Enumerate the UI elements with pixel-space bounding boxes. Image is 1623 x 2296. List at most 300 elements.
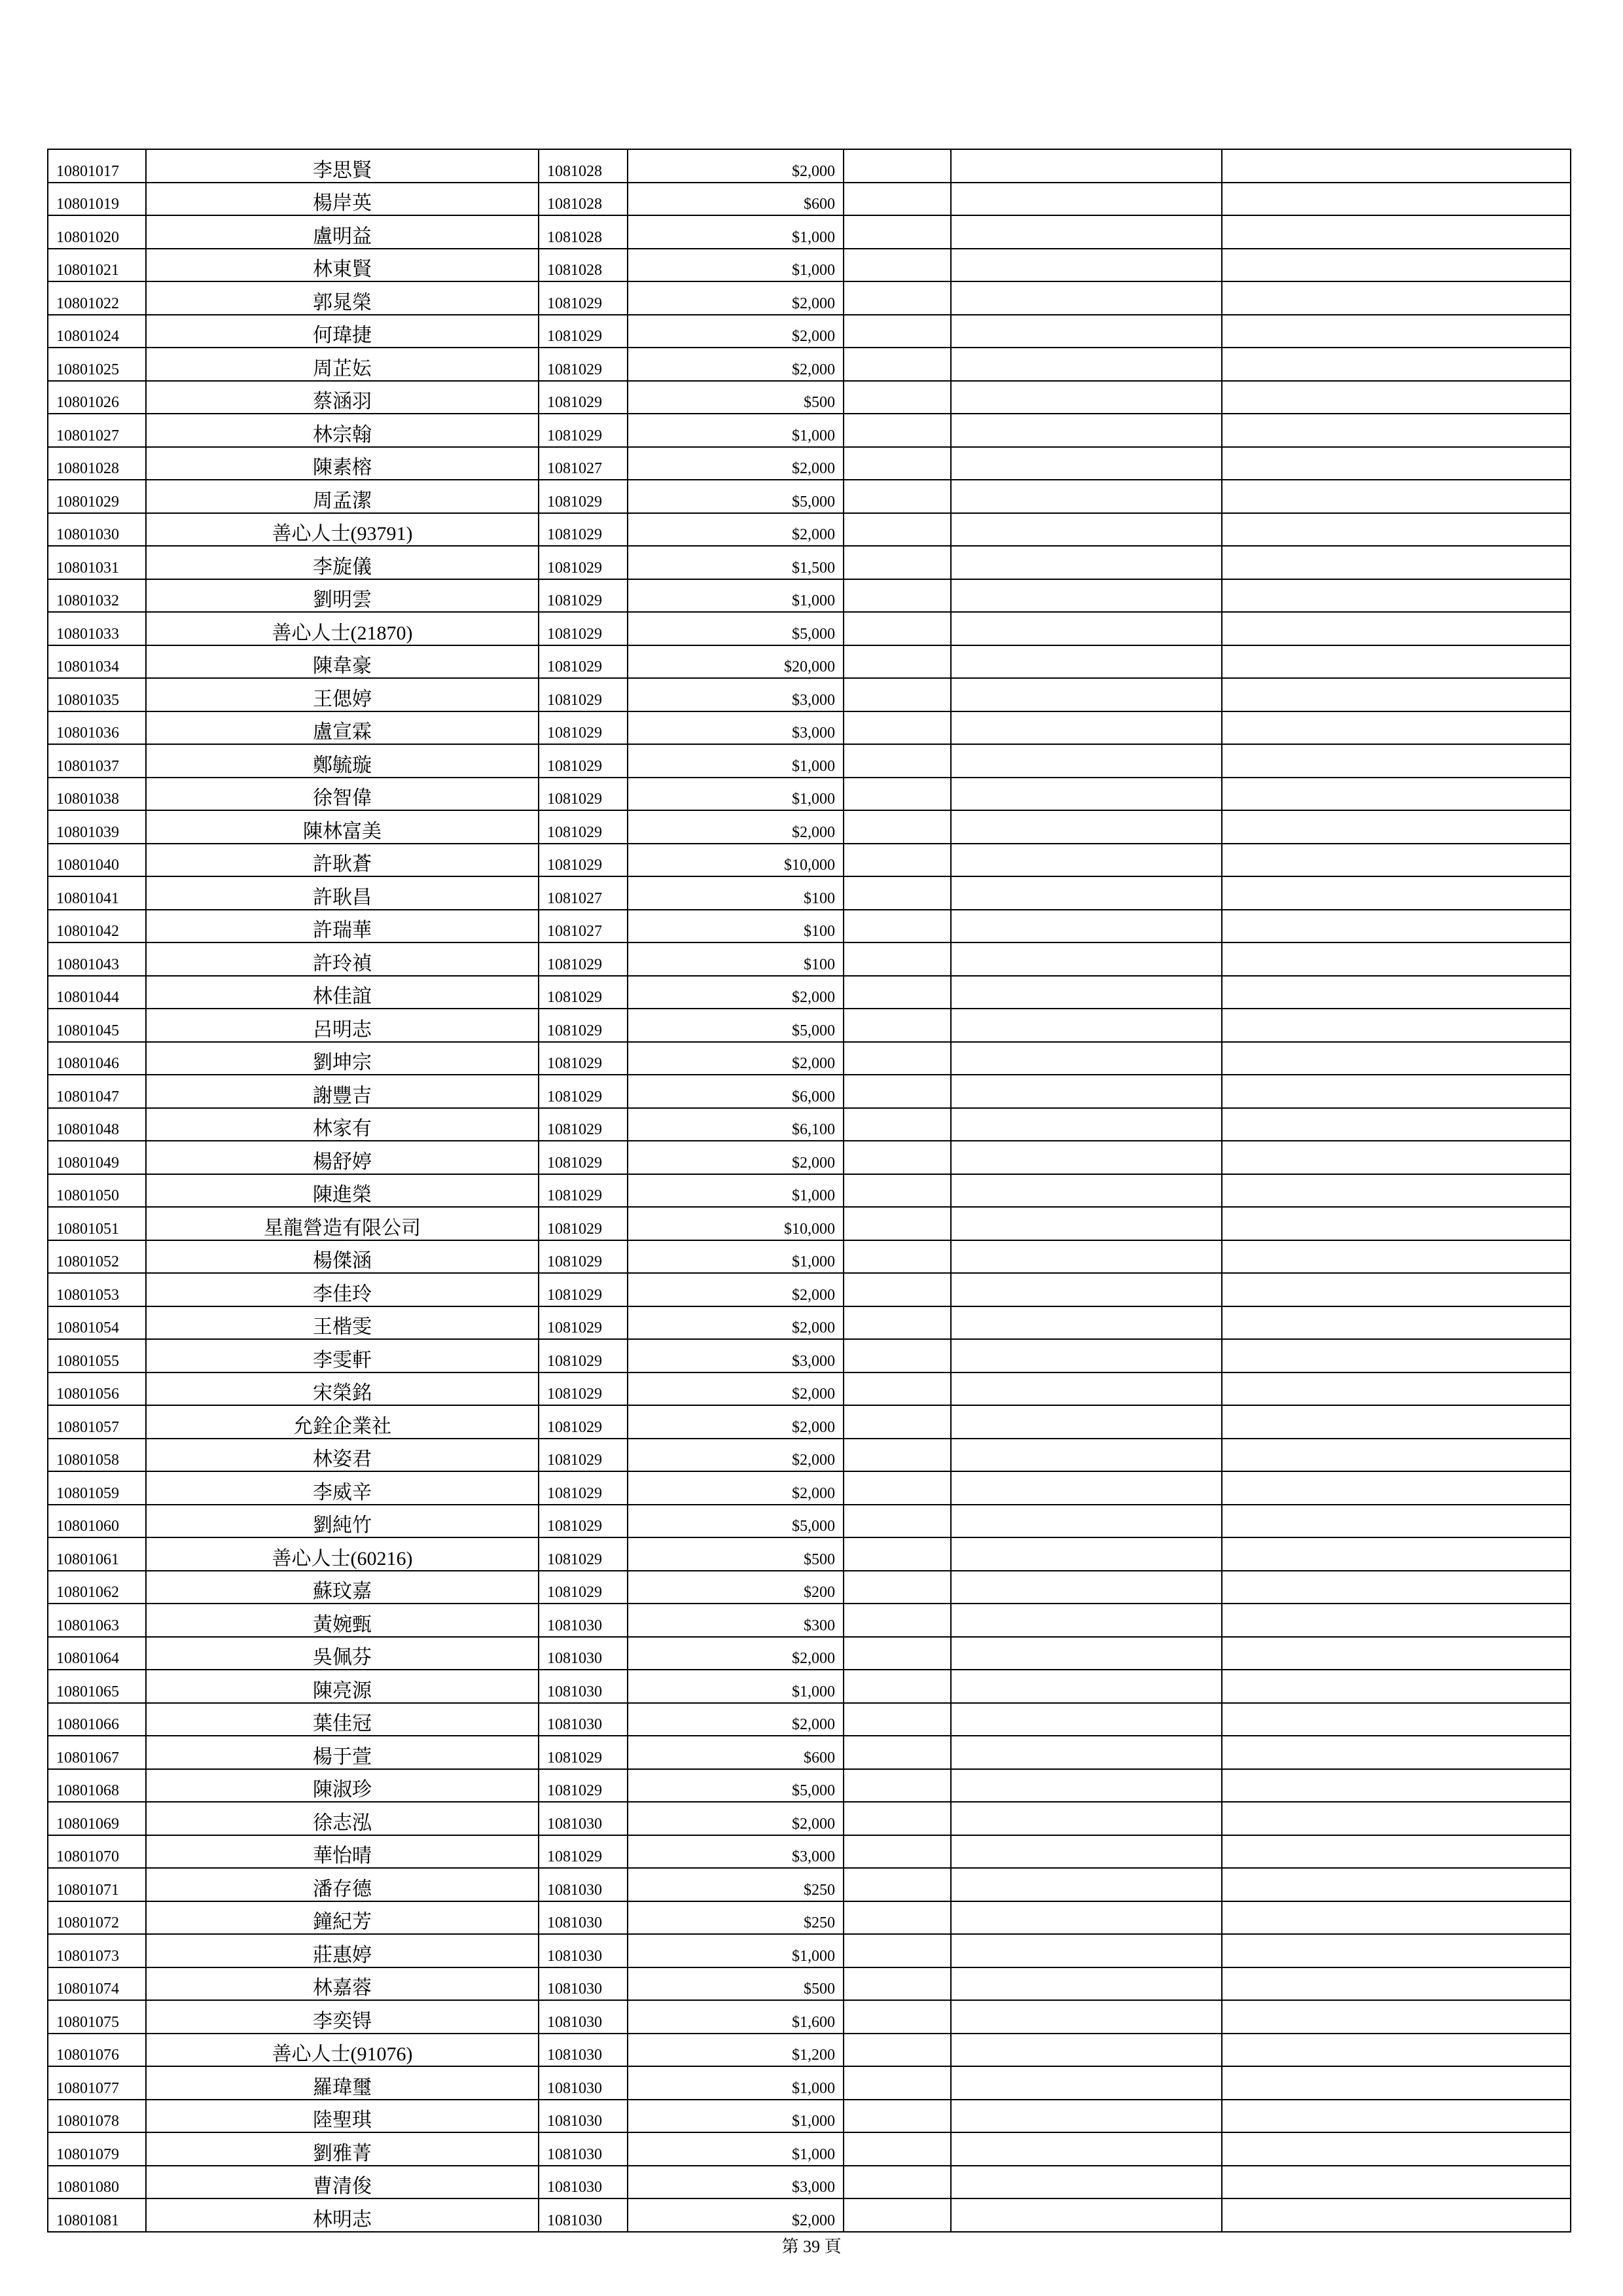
empty-cell (1222, 1372, 1571, 1406)
empty-cell (844, 1339, 951, 1372)
amount-cell: $1,000 (628, 249, 844, 282)
empty-cell (1222, 711, 1571, 745)
empty-cell (1222, 281, 1571, 315)
receipt-number-cell: 10801048 (48, 1108, 146, 1141)
receipt-number-cell: 10801081 (48, 2198, 146, 2232)
table-row (48, 1571, 1571, 1604)
receipt-number-cell: 10801051 (48, 1207, 146, 1240)
empty-cell (951, 1207, 1222, 1240)
date-cell: 1081030 (539, 1868, 628, 1901)
table-row (48, 1537, 1571, 1571)
donor-name-cell: 劉純竹 (146, 1505, 539, 1538)
empty-cell (1222, 2066, 1571, 2100)
empty-cell (951, 1901, 1222, 1935)
receipt-number-cell: 10801046 (48, 1042, 146, 1075)
receipt-number-cell: 10801020 (48, 215, 146, 249)
table-row (48, 480, 1571, 513)
date-cell: 1081030 (539, 1703, 628, 1736)
empty-cell (844, 678, 951, 711)
amount-cell: $5,000 (628, 1009, 844, 1042)
amount-cell: $10,000 (628, 1207, 844, 1240)
empty-cell (951, 149, 1222, 183)
amount-cell: $100 (628, 910, 844, 943)
amount-cell: $3,000 (628, 2166, 844, 2199)
date-cell: 1081029 (539, 645, 628, 679)
date-cell: 1081027 (539, 876, 628, 910)
table-row (48, 1670, 1571, 1703)
donor-name-cell: 劉雅菁 (146, 2132, 539, 2166)
receipt-number-cell: 10801044 (48, 976, 146, 1009)
empty-cell (844, 1405, 951, 1439)
receipt-number-cell: 10801052 (48, 1240, 146, 1274)
date-cell: 1081029 (539, 976, 628, 1009)
donor-name-cell: 呂明志 (146, 1009, 539, 1042)
receipt-number-cell: 10801019 (48, 183, 146, 216)
date-cell: 1081030 (539, 1637, 628, 1670)
donor-name-cell: 善心人士(21870) (146, 612, 539, 645)
table-row (48, 1273, 1571, 1306)
amount-cell: $3,000 (628, 678, 844, 711)
empty-cell (1222, 976, 1571, 1009)
empty-cell (844, 215, 951, 249)
empty-cell (844, 976, 951, 1009)
amount-cell: $1,000 (628, 1174, 844, 1208)
receipt-number-cell: 10801068 (48, 1769, 146, 1803)
date-cell: 1081029 (539, 1009, 628, 1042)
receipt-number-cell: 10801079 (48, 2132, 146, 2166)
empty-cell (1222, 2034, 1571, 2067)
donor-name-cell: 李雯軒 (146, 1339, 539, 1372)
donor-name-cell: 林佳誼 (146, 976, 539, 1009)
table-row (48, 612, 1571, 645)
empty-cell (1222, 612, 1571, 645)
empty-cell (951, 910, 1222, 943)
donor-name-cell: 劉坤宗 (146, 1042, 539, 1075)
amount-cell: $1,000 (628, 744, 844, 778)
empty-cell (1222, 1505, 1571, 1538)
amount-cell: $1,000 (628, 414, 844, 447)
table-row (48, 778, 1571, 811)
receipt-number-cell: 10801060 (48, 1505, 146, 1538)
donor-name-cell: 楊岸英 (146, 183, 539, 216)
empty-cell (1222, 1339, 1571, 1372)
donor-name-cell: 徐志泓 (146, 1802, 539, 1835)
empty-cell (951, 546, 1222, 579)
donor-name-cell: 林嘉蓉 (146, 1967, 539, 2001)
empty-cell (1222, 1571, 1571, 1604)
empty-cell (951, 2100, 1222, 2133)
donor-name-cell: 允銓企業社 (146, 1405, 539, 1439)
amount-cell: $1,000 (628, 2066, 844, 2100)
table-row (48, 2000, 1571, 2034)
amount-cell: $1,000 (628, 778, 844, 811)
receipt-number-cell: 10801042 (48, 910, 146, 943)
date-cell: 1081029 (539, 513, 628, 547)
empty-cell (844, 910, 951, 943)
table-row (48, 348, 1571, 381)
table-row (48, 1901, 1571, 1935)
empty-cell (951, 2166, 1222, 2199)
table-row (48, 149, 1571, 183)
empty-cell (951, 1174, 1222, 1208)
empty-cell (1222, 1967, 1571, 2001)
date-cell: 1081029 (539, 1537, 628, 1571)
receipt-number-cell: 10801043 (48, 942, 146, 976)
empty-cell (844, 2100, 951, 2133)
empty-cell (844, 1372, 951, 1406)
amount-cell: $2,000 (628, 513, 844, 547)
donor-name-cell: 潘存德 (146, 1868, 539, 1901)
empty-cell (844, 1174, 951, 1208)
amount-cell: $200 (628, 1571, 844, 1604)
empty-cell (1222, 1405, 1571, 1439)
amount-cell: $3,000 (628, 1835, 844, 1869)
table-row (48, 315, 1571, 348)
empty-cell (951, 1670, 1222, 1703)
date-cell: 1081029 (539, 1736, 628, 1769)
empty-cell (1222, 579, 1571, 613)
table-row (48, 976, 1571, 1009)
date-cell: 1081028 (539, 183, 628, 216)
date-cell: 1081029 (539, 1769, 628, 1803)
amount-cell: $250 (628, 1901, 844, 1935)
empty-cell (1222, 1009, 1571, 1042)
amount-cell: $2,000 (628, 1141, 844, 1174)
date-cell: 1081029 (539, 281, 628, 315)
receipt-number-cell: 10801050 (48, 1174, 146, 1208)
donor-name-cell: 李思賢 (146, 149, 539, 183)
date-cell: 1081030 (539, 1802, 628, 1835)
empty-cell (1222, 546, 1571, 579)
donor-name-cell: 陳林富美 (146, 810, 539, 844)
empty-cell (1222, 1108, 1571, 1141)
amount-cell: $2,000 (628, 2198, 844, 2232)
receipt-number-cell: 10801036 (48, 711, 146, 745)
empty-cell (844, 744, 951, 778)
date-cell: 1081029 (539, 711, 628, 745)
donation-table (47, 149, 1571, 2233)
table-row (48, 579, 1571, 613)
receipt-number-cell: 10801070 (48, 1835, 146, 1869)
empty-cell (844, 513, 951, 547)
date-cell: 1081030 (539, 2100, 628, 2133)
date-cell: 1081030 (539, 1967, 628, 2001)
date-cell: 1081028 (539, 215, 628, 249)
receipt-number-cell: 10801077 (48, 2066, 146, 2100)
empty-cell (844, 1604, 951, 1637)
amount-cell: $2,000 (628, 1306, 844, 1340)
amount-cell: $5,000 (628, 1769, 844, 1803)
amount-cell: $10,000 (628, 844, 844, 877)
date-cell: 1081030 (539, 1901, 628, 1935)
empty-cell (951, 249, 1222, 282)
empty-cell (844, 1141, 951, 1174)
empty-cell (1222, 778, 1571, 811)
receipt-number-cell: 10801047 (48, 1075, 146, 1108)
amount-cell: $250 (628, 1868, 844, 1901)
empty-cell (951, 447, 1222, 480)
donor-name-cell: 陳亮源 (146, 1670, 539, 1703)
donor-name-cell: 李旋儀 (146, 546, 539, 579)
receipt-number-cell: 10801053 (48, 1273, 146, 1306)
empty-cell (844, 1240, 951, 1274)
amount-cell: $3,000 (628, 711, 844, 745)
amount-cell: $6,000 (628, 1075, 844, 1108)
empty-cell (1222, 149, 1571, 183)
amount-cell: $2,000 (628, 1471, 844, 1505)
donor-name-cell: 徐智偉 (146, 778, 539, 811)
donor-name-cell: 林姿君 (146, 1439, 539, 1472)
empty-cell (951, 1009, 1222, 1042)
empty-cell (951, 1339, 1222, 1372)
empty-cell (1222, 2166, 1571, 2199)
empty-cell (844, 1439, 951, 1472)
amount-cell: $500 (628, 1537, 844, 1571)
amount-cell: $300 (628, 1604, 844, 1637)
empty-cell (844, 1769, 951, 1803)
date-cell: 1081029 (539, 810, 628, 844)
receipt-number-cell: 10801039 (48, 810, 146, 844)
empty-cell (951, 1108, 1222, 1141)
date-cell: 1081030 (539, 1604, 628, 1637)
empty-cell (844, 1571, 951, 1604)
empty-cell (1222, 1537, 1571, 1571)
donor-name-cell: 陳進榮 (146, 1174, 539, 1208)
empty-cell (1222, 249, 1571, 282)
date-cell: 1081029 (539, 942, 628, 976)
table-body (48, 149, 1571, 2232)
table-row (48, 910, 1571, 943)
date-cell: 1081029 (539, 678, 628, 711)
donor-name-cell: 許瑞華 (146, 910, 539, 943)
receipt-number-cell: 10801062 (48, 1571, 146, 1604)
empty-cell (844, 447, 951, 480)
date-cell: 1081029 (539, 1405, 628, 1439)
empty-cell (1222, 1471, 1571, 1505)
receipt-number-cell: 10801078 (48, 2100, 146, 2133)
donor-name-cell: 郭晁榮 (146, 281, 539, 315)
amount-cell: $2,000 (628, 315, 844, 348)
date-cell: 1081029 (539, 1439, 628, 1472)
date-cell: 1081029 (539, 1372, 628, 1406)
receipt-number-cell: 10801058 (48, 1439, 146, 1472)
empty-cell (844, 1670, 951, 1703)
amount-cell: $1,000 (628, 215, 844, 249)
donor-name-cell: 宋榮銘 (146, 1372, 539, 1406)
amount-cell: $1,000 (628, 579, 844, 613)
empty-cell (951, 2132, 1222, 2166)
empty-cell (951, 513, 1222, 547)
receipt-number-cell: 10801038 (48, 778, 146, 811)
table-row (48, 1240, 1571, 1274)
empty-cell (951, 1835, 1222, 1869)
date-cell: 1081029 (539, 744, 628, 778)
empty-cell (951, 579, 1222, 613)
donor-name-cell: 善心人士(60216) (146, 1537, 539, 1571)
receipt-number-cell: 10801066 (48, 1703, 146, 1736)
empty-cell (951, 1439, 1222, 1472)
empty-cell (1222, 1901, 1571, 1935)
empty-cell (951, 1736, 1222, 1769)
empty-cell (1222, 1868, 1571, 1901)
receipt-number-cell: 10801040 (48, 844, 146, 877)
empty-cell (1222, 315, 1571, 348)
empty-cell (844, 414, 951, 447)
empty-cell (951, 1372, 1222, 1406)
amount-cell: $2,000 (628, 281, 844, 315)
receipt-number-cell: 10801080 (48, 2166, 146, 2199)
receipt-number-cell: 10801033 (48, 612, 146, 645)
donor-name-cell: 王偲婷 (146, 678, 539, 711)
table-row (48, 1372, 1571, 1406)
empty-cell (844, 348, 951, 381)
receipt-number-cell: 10801034 (48, 645, 146, 679)
empty-cell (844, 1108, 951, 1141)
empty-cell (844, 1009, 951, 1042)
donor-name-cell: 葉佳冠 (146, 1703, 539, 1736)
empty-cell (844, 2132, 951, 2166)
donor-name-cell: 何瑋捷 (146, 315, 539, 348)
empty-cell (1222, 1240, 1571, 1274)
date-cell: 1081030 (539, 1934, 628, 1967)
empty-cell (844, 1471, 951, 1505)
receipt-number-cell: 10801017 (48, 149, 146, 183)
donor-name-cell: 善心人士(91076) (146, 2034, 539, 2067)
page-number: 第 39 頁 (781, 2237, 842, 2256)
empty-cell (844, 149, 951, 183)
date-cell: 1081029 (539, 1174, 628, 1208)
empty-cell (951, 744, 1222, 778)
empty-cell (1222, 1670, 1571, 1703)
receipt-number-cell: 10801065 (48, 1670, 146, 1703)
amount-cell: $2,000 (628, 1637, 844, 1670)
empty-cell (1222, 910, 1571, 943)
empty-cell (951, 1141, 1222, 1174)
receipt-number-cell: 10801064 (48, 1637, 146, 1670)
table-row (48, 810, 1571, 844)
empty-cell (844, 1207, 951, 1240)
donor-name-cell: 王楷雯 (146, 1306, 539, 1340)
table-row (48, 1439, 1571, 1472)
receipt-number-cell: 10801037 (48, 744, 146, 778)
empty-cell (1222, 447, 1571, 480)
receipt-number-cell: 10801041 (48, 876, 146, 910)
donor-name-cell: 林明志 (146, 2198, 539, 2232)
date-cell: 1081027 (539, 910, 628, 943)
table-row (48, 645, 1571, 679)
donor-name-cell: 劉明雲 (146, 579, 539, 613)
amount-cell: $2,000 (628, 1802, 844, 1835)
amount-cell: $2,000 (628, 1405, 844, 1439)
amount-cell: $100 (628, 876, 844, 910)
table-row (48, 2066, 1571, 2100)
empty-cell (1222, 1273, 1571, 1306)
date-cell: 1081030 (539, 2066, 628, 2100)
empty-cell (951, 844, 1222, 877)
empty-cell (844, 381, 951, 414)
donor-name-cell: 陸聖琪 (146, 2100, 539, 2133)
table-row (48, 2198, 1571, 2232)
empty-cell (951, 1967, 1222, 2001)
amount-cell: $2,000 (628, 149, 844, 183)
empty-cell (844, 249, 951, 282)
empty-cell (844, 2166, 951, 2199)
donor-name-cell: 吳佩芬 (146, 1637, 539, 1670)
amount-cell: $2,000 (628, 348, 844, 381)
date-cell: 1081029 (539, 844, 628, 877)
table-row (48, 281, 1571, 315)
table-row (48, 678, 1571, 711)
empty-cell (1222, 844, 1571, 877)
empty-cell (951, 711, 1222, 745)
empty-cell (951, 1273, 1222, 1306)
amount-cell: $20,000 (628, 645, 844, 679)
empty-cell (951, 1604, 1222, 1637)
receipt-number-cell: 10801074 (48, 1967, 146, 2001)
empty-cell (951, 2066, 1222, 2100)
amount-cell: $500 (628, 381, 844, 414)
empty-cell (951, 1703, 1222, 1736)
empty-cell (951, 2198, 1222, 2232)
empty-cell (951, 976, 1222, 1009)
receipt-number-cell: 10801031 (48, 546, 146, 579)
table-row (48, 942, 1571, 976)
empty-cell (844, 844, 951, 877)
date-cell: 1081027 (539, 447, 628, 480)
receipt-number-cell: 10801075 (48, 2000, 146, 2034)
table-row (48, 2166, 1571, 2199)
empty-cell (951, 612, 1222, 645)
empty-cell (1222, 744, 1571, 778)
empty-cell (1222, 513, 1571, 547)
receipt-number-cell: 10801028 (48, 447, 146, 480)
amount-cell: $600 (628, 1736, 844, 1769)
date-cell: 1081030 (539, 2034, 628, 2067)
empty-cell (951, 2034, 1222, 2067)
receipt-number-cell: 10801063 (48, 1604, 146, 1637)
receipt-number-cell: 10801032 (48, 579, 146, 613)
empty-cell (844, 2000, 951, 2034)
donor-name-cell: 鐘紀芳 (146, 1901, 539, 1935)
empty-cell (1222, 414, 1571, 447)
amount-cell: $6,100 (628, 1108, 844, 1141)
empty-cell (951, 348, 1222, 381)
empty-cell (951, 1306, 1222, 1340)
amount-cell: $2,000 (628, 1042, 844, 1075)
donor-name-cell: 林家有 (146, 1108, 539, 1141)
table-row (48, 1042, 1571, 1075)
empty-cell (1222, 183, 1571, 216)
date-cell: 1081029 (539, 1207, 628, 1240)
receipt-number-cell: 10801025 (48, 348, 146, 381)
empty-cell (1222, 810, 1571, 844)
empty-cell (844, 1306, 951, 1340)
table-row (48, 381, 1571, 414)
empty-cell (1222, 1439, 1571, 1472)
table-row (48, 1108, 1571, 1141)
empty-cell (844, 1273, 951, 1306)
empty-cell (844, 1934, 951, 1967)
empty-cell (951, 1240, 1222, 1274)
table-row (48, 1505, 1571, 1538)
date-cell: 1081029 (539, 414, 628, 447)
empty-cell (1222, 1637, 1571, 1670)
donor-name-cell: 曹清俊 (146, 2166, 539, 2199)
amount-cell: $2,000 (628, 810, 844, 844)
empty-cell (951, 1868, 1222, 1901)
empty-cell (1222, 2198, 1571, 2232)
table-row (48, 1604, 1571, 1637)
